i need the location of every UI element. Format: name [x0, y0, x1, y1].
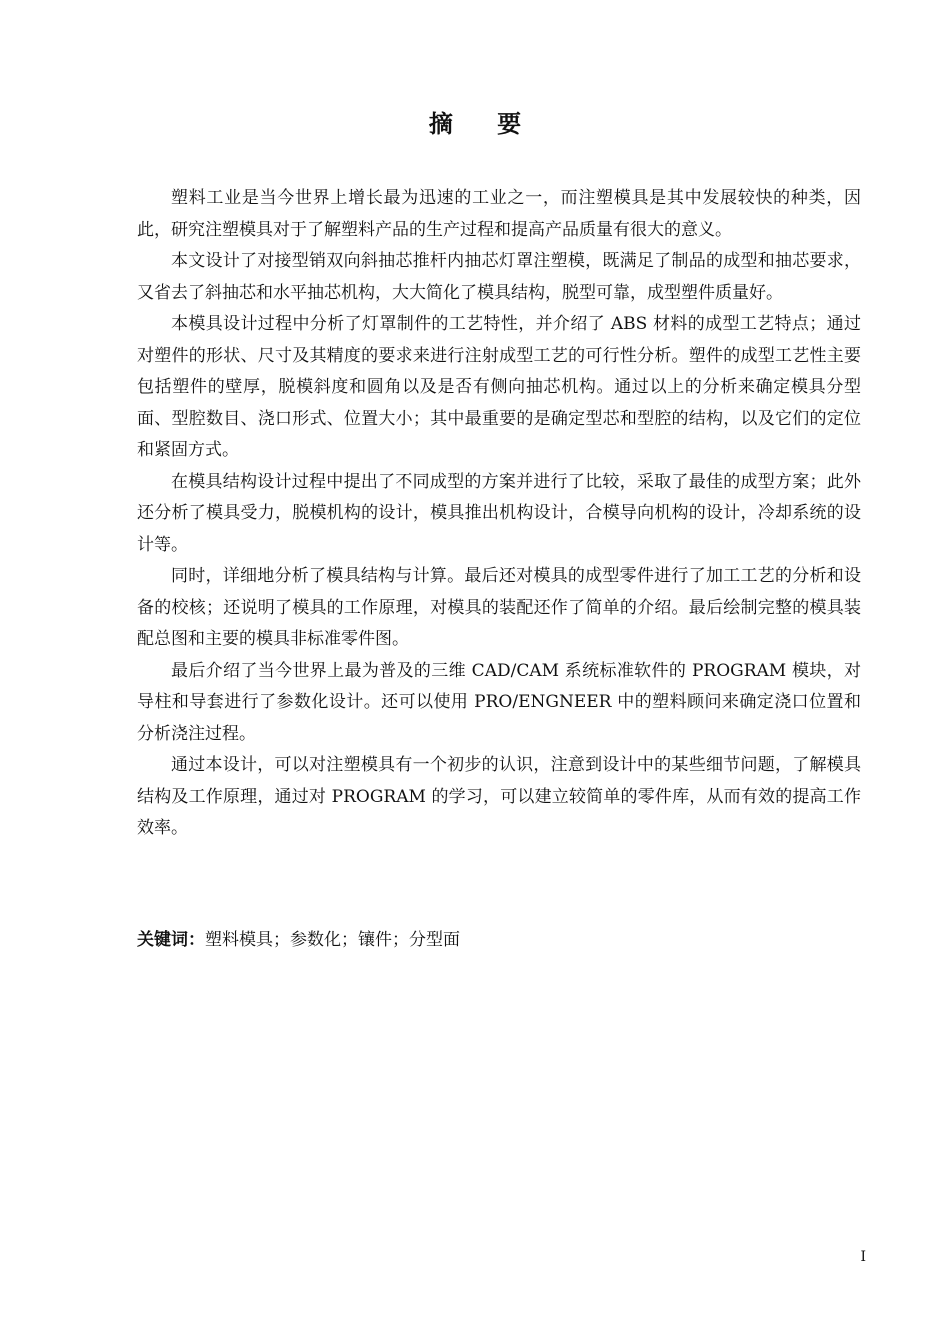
- paragraph-1: 塑料工业是当今世界上增长最为迅速的工业之一，而注塑模具是其中发展较快的种类，因此，研究注塑模具对于了解塑料产品的生产过程和提高产品质量有很大的意义。: [137, 188, 861, 240]
- keywords-label: 关键词：: [137, 930, 205, 950]
- paragraph-2: 本文设计了对接型销双向斜抽芯推杆内抽芯灯罩注塑模，既满足了制品的成型和抽芯要求，又省去了斜抽芯和水平抽芯机构，大大简化了模具结构，脱型可靠，成型塑件质量好。: [137, 251, 861, 303]
- paragraph-6: 最后介绍了当今世界上最为普及的三维 CAD/CAM 系统标准软件的 PROGRAM 模块，对导柱和导套进行了参数化设计。还可以使用 PRO/ENGNEER 中的塑料顾问来确定浇口位置和分析浇注过程。: [137, 660, 861, 744]
- keywords-list: 塑料模具；参数化；镶件；分型面: [205, 930, 460, 950]
- paragraph-3: 本模具设计过程中分析了灯罩制件的工艺特性，并介绍了 ABS 材料的成型工艺特点；通过对塑件的形状、尺寸及其精度的要求来进行注射成型工艺的可行性分析。塑件的成型工艺性主要包括塑件的壁厚，脱模斜度和圆角以及是否有侧向抽芯机构。通过以上的分析来确定模具分型面、型腔数目、浇口形式、位置大小；其中最重要的是确定型芯和型腔的结构，以及它们的定位和紧固方式。: [137, 314, 861, 460]
- keywords-line: [137, 925, 861, 955]
- paragraph-5: 同时，详细地分析了模具结构与计算。最后还对模具的成型零件进行了加工工艺的分析和设备的校核；还说明了模具的工作原理，对模具的装配还作了简单的介绍。最后绘制完整的模具装配总图和主要的模具非标准零件图。: [137, 566, 861, 649]
- paragraph-7: 通过本设计，可以对注塑模具有一个初步的认识，注意到设计中的某些细节问题，了解模具结构及工作原理，通过对 PROGRAM 的学习，可以建立较简单的零件库，从而有效的提高工作效率。: [137, 755, 861, 838]
- paragraph-4: 在模具结构设计过程中提出了不同成型的方案并进行了比较，采取了最佳的成型方案；此外还分析了模具受力，脱模机构的设计，模具推出机构设计，合模导向机构的设计，冷却系统的设计等。: [137, 471, 861, 555]
- page-number: I: [860, 1249, 866, 1265]
- abstract-title: 摘 要: [428, 110, 540, 138]
- abstract-body: [137, 183, 861, 845]
